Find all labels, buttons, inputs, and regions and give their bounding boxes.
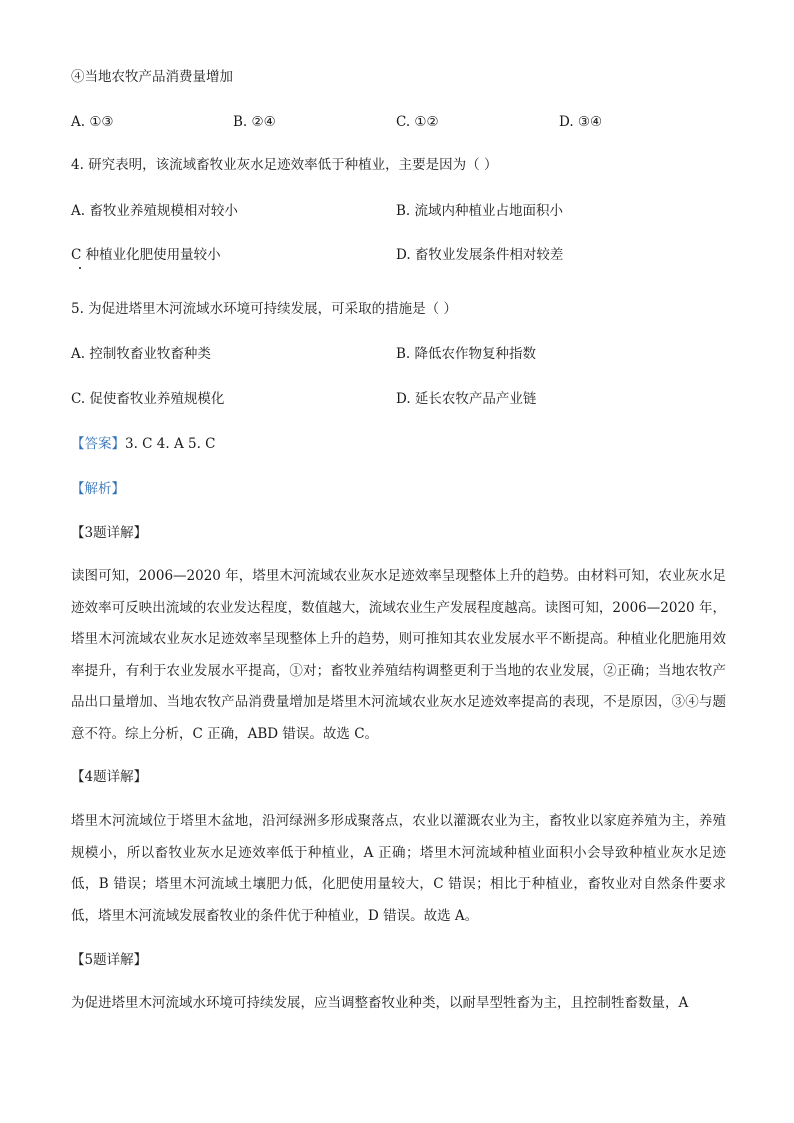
detail-4-body: 塔里木河流域位于塔里木盆地，沿河绿洲多形成聚落点，农业以灌溉农业为主，畜牧业以家庭养殖为主，养殖规模小，所以畜牧业灰水足迹效率低于种植业，A 正确；塔里木河流域种植业面积小会导致种植业灰水足迹低，B 错误；塔里木河流域土壤肥力低，化肥使用量较大，C 错误；相比于种植业，畜牧业对自然条件要求低，塔里木河流域发展畜牧业的条件优于种植业，D 错误。故选 A。 bbox=[71, 813, 726, 924]
answer-line bbox=[71, 434, 216, 454]
q4-stem: 4. 研究表明，该流域畜牧业灰水足迹效率低于种植业，主要是因为（ ） bbox=[71, 157, 498, 173]
q5-choice-a: A. 控制牧畜业牧畜种类 bbox=[71, 346, 211, 362]
q4-choice-d: D. 畜牧业发展条件相对较差 bbox=[396, 247, 564, 263]
answer-text: 3. C 4. A 5. C bbox=[125, 436, 216, 452]
detail-3-heading: 【3题详解】 bbox=[71, 525, 148, 541]
q5-choice-c: C. 促使畜牧业养殖规模化 bbox=[71, 391, 225, 407]
q3-choice-a: A. ①③ bbox=[71, 114, 114, 130]
q5-choice-b: B. 降低农作物复种指数 bbox=[396, 346, 537, 362]
analysis-label: 【解析】 bbox=[71, 481, 125, 497]
q4-choice-c: C 种植业化肥使用量较小 bbox=[71, 247, 221, 263]
q3-choice-c: C. ①② bbox=[396, 114, 439, 130]
detail-5-body: 为促进塔里木河流域水环境可持续发展，应当调整畜牧业种类，以耐旱型牲畜为主，且控制牲畜数量，A bbox=[71, 995, 689, 1011]
q3-option-4: ④当地农牧产品消费量增加 bbox=[71, 69, 233, 85]
detail-5-heading: 【5题详解】 bbox=[71, 952, 148, 968]
q4-choice-a: A. 畜牧业养殖规模相对较小 bbox=[71, 203, 238, 219]
q4-choice-c-dot bbox=[79, 267, 81, 269]
q5-stem: 5. 为促进塔里木河流域水环境可持续发展，可采取的措施是（ ） bbox=[71, 301, 457, 317]
q3-choice-b: B. ②④ bbox=[233, 114, 276, 130]
q3-choice-d: D. ③④ bbox=[559, 114, 603, 130]
detail-4-heading: 【4题详解】 bbox=[71, 769, 148, 785]
q4-choice-b: B. 流域内种植业占地面积小 bbox=[396, 203, 564, 219]
detail-3-body: 读图可知，2006—2020 年，塔里木河流域农业灰水足迹效率呈现整体上升的趋势。由材料可知，农业灰水足迹效率可反映出流域的农业发达程度，数值越大，流域农业生产发展程度越高。读图可知，2006—2020 年，塔里木河流域农业灰水足迹效率呈现整体上升的趋势，则可推知其农业发展水平不断提高。种植业化肥施用效率提升，有利于农业发展水平提高，①对；畜牧业养殖结构调整更利于当地的农业发展，②正确；当地农牧产品出口量增加、当地农牧产品消费量增加是塔里木河流域农业灰水足迹效率提高的表现，不是原因，③④与题意不符。综上分析，C 正确，ABD 错误。故选 C。 bbox=[71, 568, 726, 742]
answer-label: 【答案】 bbox=[71, 436, 125, 452]
q5-choice-d: D. 延长农牧产品产业链 bbox=[396, 391, 537, 407]
